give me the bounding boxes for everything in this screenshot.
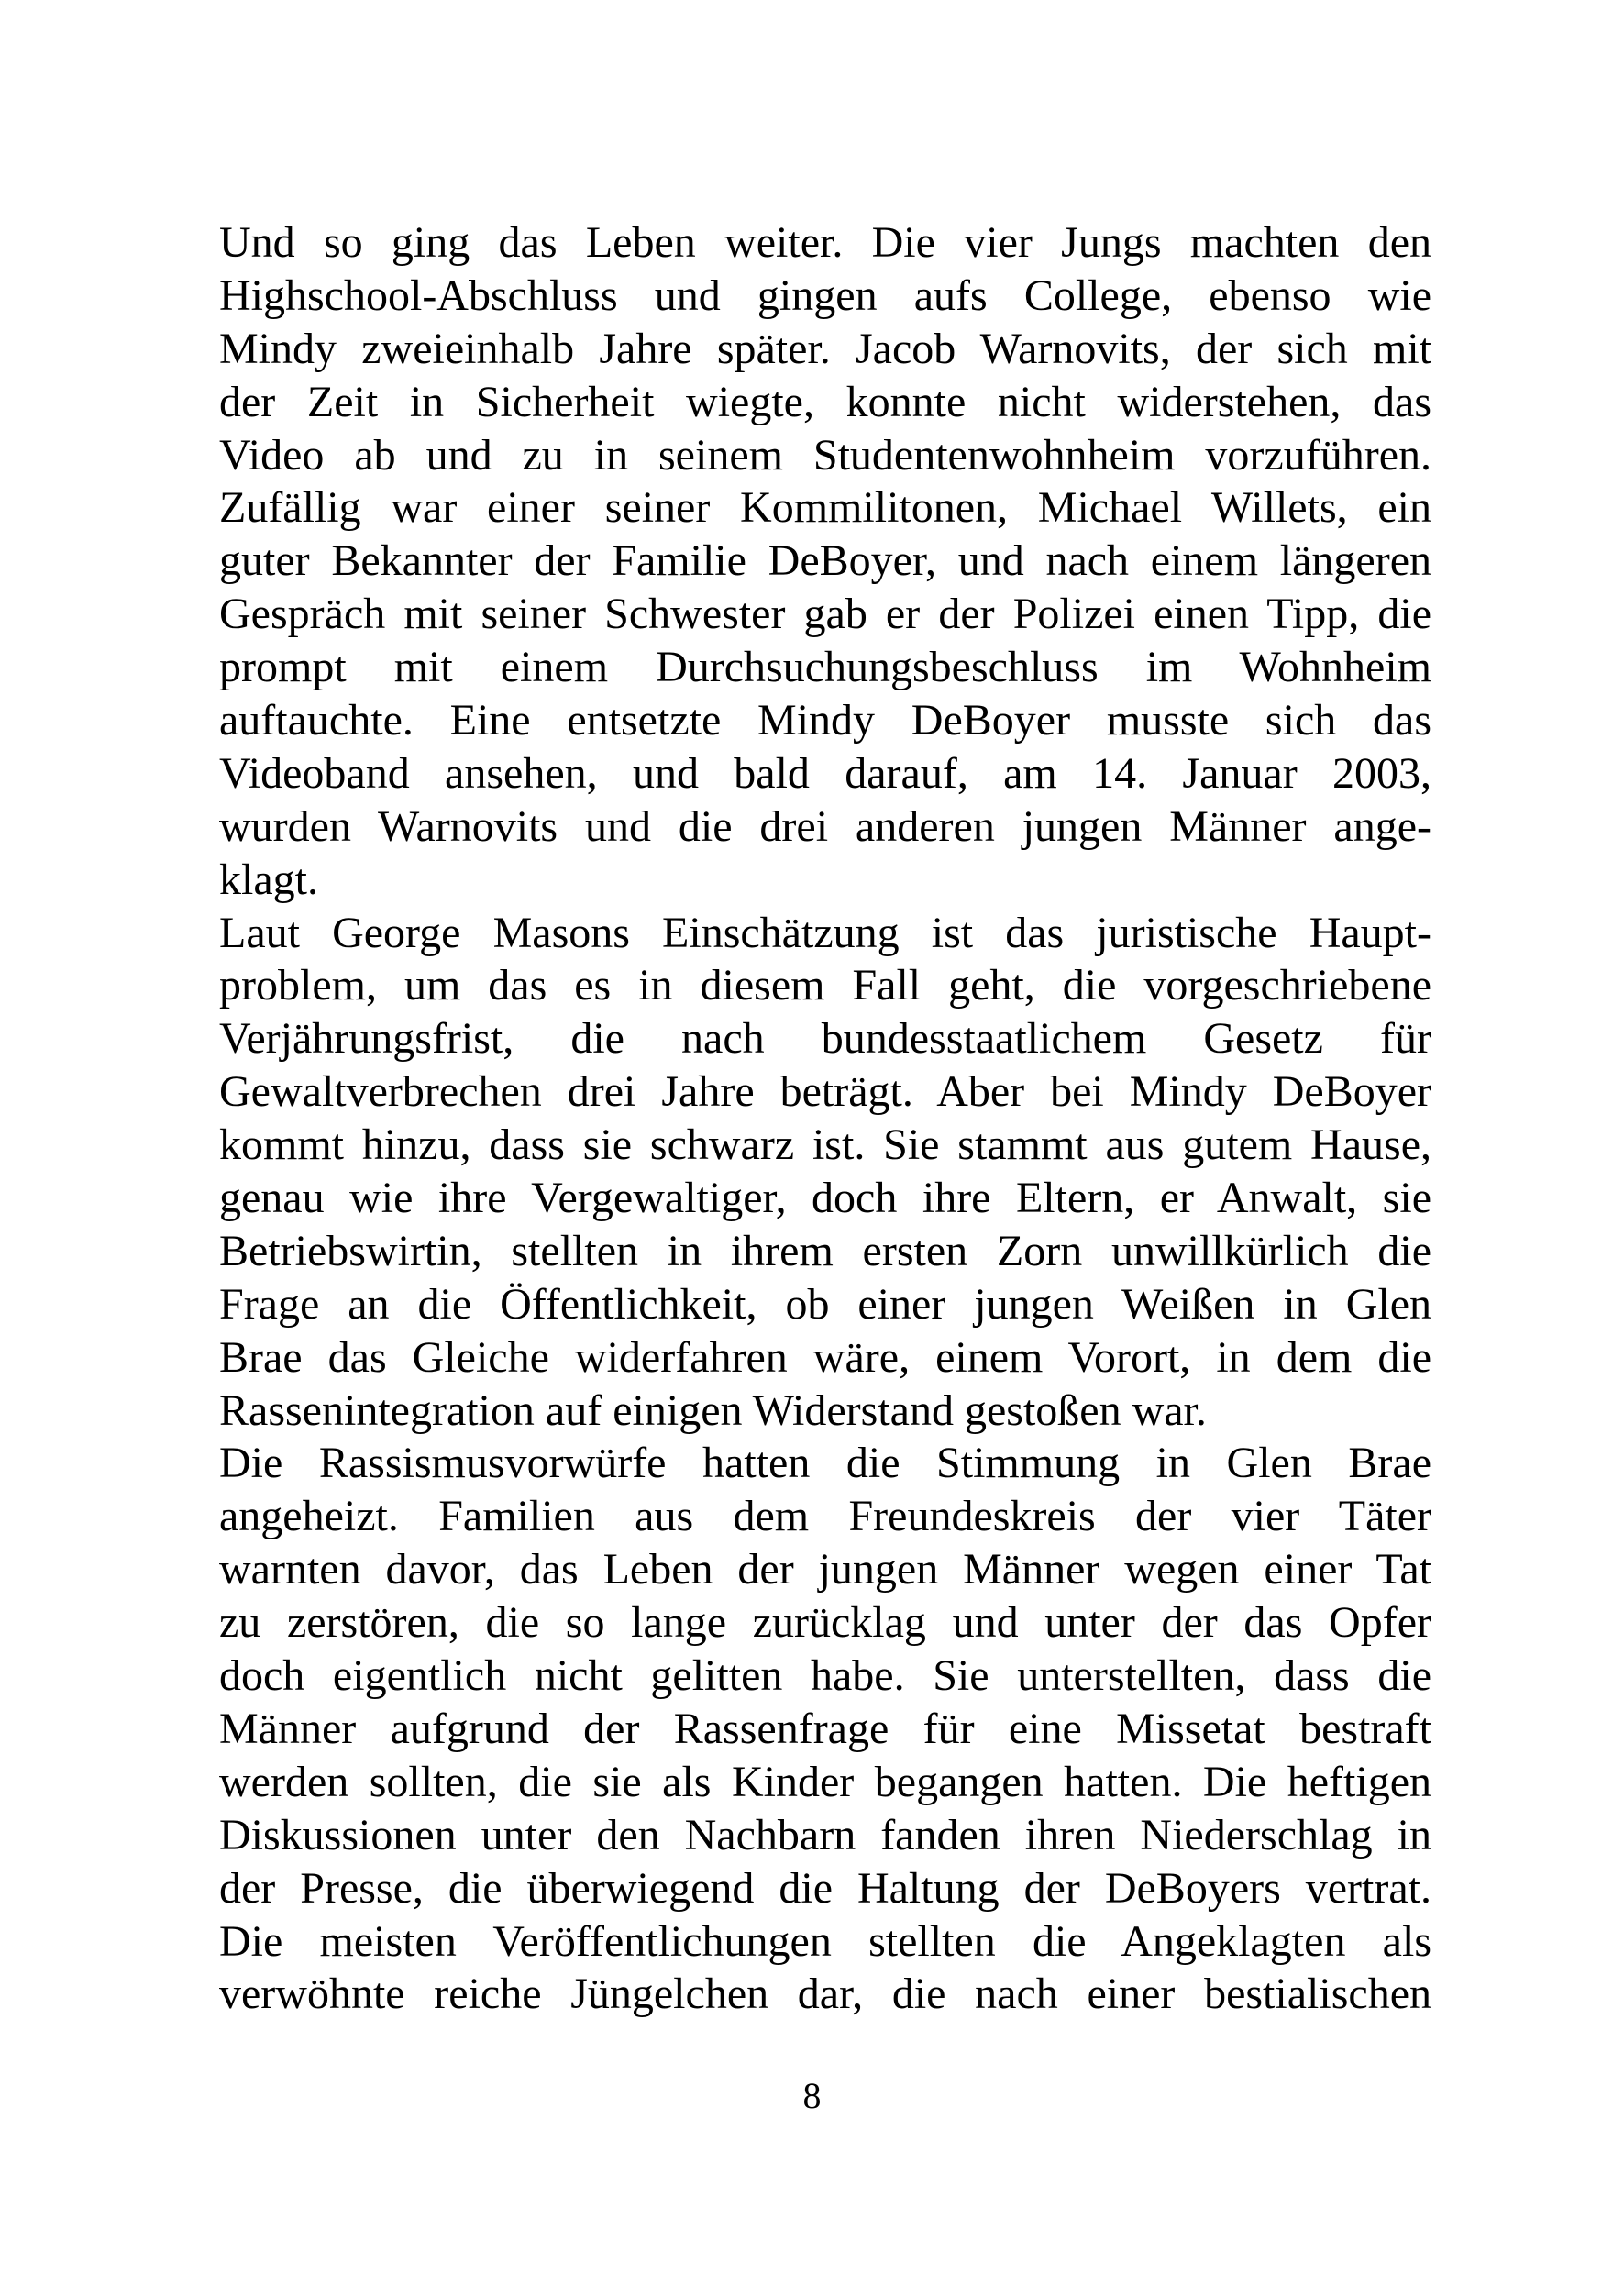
text-line: doch eigentlich nicht gelitten habe. Sie unterstellten, dass die xyxy=(219,1651,1431,1701)
text-line: problem, um das es in diesem Fall geht, die vorgeschriebene xyxy=(219,961,1431,1010)
paragraph-3 xyxy=(219,1437,1431,2021)
text-line: Diskussionen unter den Nachbarn fanden ihren Niederschlag in xyxy=(219,1810,1431,1859)
text-line: Videoband ansehen, und bald darauf, am 14. Januar 2003, xyxy=(219,748,1431,798)
text-line: Highschool-Abschluss und gingen aufs College, ebenso wie xyxy=(219,270,1431,320)
text-line: Gespräch mit seiner Schwester gab er der Polizei einen Tipp, die xyxy=(219,590,1431,639)
text-line: Mindy zweieinhalb Jahre später. Jacob Warnovits, der sich mit xyxy=(219,324,1431,373)
text-line: zu zerstören, die so lange zurücklag und unter der das Opfer xyxy=(219,1598,1431,1648)
text-line: Und so ging das Leben weiter. Die vier Jungs machten den xyxy=(219,218,1431,267)
page-number: 8 xyxy=(802,2075,822,2116)
text-line: werden sollten, die sie als Kinder begangen hatten. Die heftigen xyxy=(219,1757,1431,1806)
text-line: angeheizt. Familien aus dem Freundeskreis der vier Täter xyxy=(219,1492,1431,1541)
text-line: Laut George Masons Einschätzung ist das juristische Haupt- xyxy=(219,908,1431,957)
text-line: Brae das Gleiche widerfahren wäre, einem Vorort, in dem die xyxy=(219,1332,1431,1382)
text-line: genau wie ihre Vergewaltiger, doch ihre Eltern, er Anwalt, sie xyxy=(219,1174,1431,1223)
text-line: der Zeit in Sicherheit wiegte, konnte nicht widerstehen, das xyxy=(219,377,1431,426)
text-line: wurden Warnovits und die drei anderen jungen Männer ange- xyxy=(219,801,1431,851)
text-line: Betriebswirtin, stellten in ihrem ersten Zorn unwillkürlich die xyxy=(219,1226,1431,1275)
text-line: Die Rassismusvorwürfe hatten die Stimmung in Glen Brae xyxy=(219,1439,1431,1488)
text-line: der Presse, die überwiegend die Haltung der DeBoyers vertrat. xyxy=(219,1863,1431,1913)
text-line: Zufällig war einer seiner Kommilitonen, Michael Willets, ein xyxy=(219,483,1431,533)
text-line: verwöhnte reiche Jüngelchen dar, die nach einer bestialischen xyxy=(219,1970,1431,2019)
text-line: Verjährungsfrist, die nach bundesstaatlichem Gesetz für xyxy=(219,1014,1431,1064)
paragraph-1 xyxy=(219,216,1431,907)
text-line: Männer aufgrund der Rassenfrage für eine Missetat bestraft xyxy=(219,1704,1431,1753)
text-line: auftauchte. Eine entsetzte Mindy DeBoyer musste sich das xyxy=(219,696,1431,745)
text-line: Video ab und zu in seinem Studentenwohnheim vorzuführen. xyxy=(219,430,1431,480)
text-line: kommt hinzu, dass sie schwarz ist. Sie stammt aus gutem Hause, xyxy=(219,1120,1431,1170)
text-line: prompt mit einem Durchsuchungsbeschluss im Wohnheim xyxy=(219,643,1431,692)
text-line: klagt. xyxy=(219,855,318,904)
text-line: Rassenintegration auf einigen Widerstand gestoßen war. xyxy=(219,1385,1207,1435)
paragraph-2 xyxy=(219,907,1431,1438)
text-line: warnten davor, das Leben der jungen Männer wegen einer Tat xyxy=(219,1545,1431,1594)
body-text xyxy=(219,216,1431,2021)
text-line: Die meisten Veröffentlichungen stellten die Angeklagten als xyxy=(219,1916,1431,1966)
text-line: guter Bekannter der Familie DeBoyer, und nach einem längeren xyxy=(219,536,1431,586)
text-line: Frage an die Öffentlichkeit, ob einer jungen Weißen in Glen xyxy=(219,1279,1431,1329)
text-line: Gewaltverbrechen drei Jahre beträgt. Aber bei Mindy DeBoyer xyxy=(219,1067,1431,1117)
